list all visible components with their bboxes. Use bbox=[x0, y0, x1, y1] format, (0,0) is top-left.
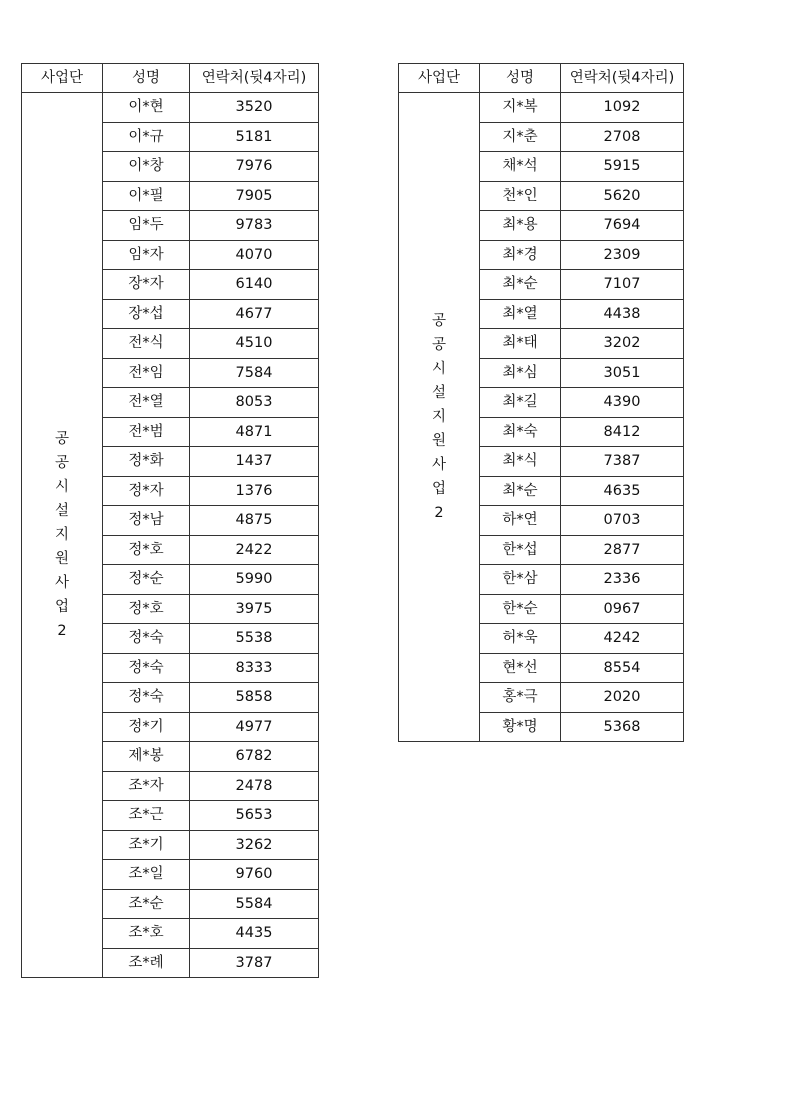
name-cell: 이*현 bbox=[103, 93, 190, 123]
name-cell: 최*숙 bbox=[480, 417, 561, 447]
name-cell: 전*식 bbox=[103, 329, 190, 359]
contact-cell: 4435 bbox=[190, 919, 319, 949]
name-cell: 정*숙 bbox=[103, 624, 190, 654]
right-contact-table bbox=[398, 63, 684, 742]
contact-cell: 7584 bbox=[190, 358, 319, 388]
contact-cell: 3975 bbox=[190, 594, 319, 624]
contact-cell: 5620 bbox=[561, 181, 684, 211]
name-cell: 한*섭 bbox=[480, 535, 561, 565]
name-cell: 홍*극 bbox=[480, 683, 561, 713]
header-contact: 연락처(뒷4자리) bbox=[561, 64, 684, 93]
contact-cell: 2478 bbox=[190, 771, 319, 801]
contact-cell: 2422 bbox=[190, 535, 319, 565]
contact-cell: 7107 bbox=[561, 270, 684, 300]
contact-cell: 2708 bbox=[561, 122, 684, 152]
name-cell: 정*자 bbox=[103, 476, 190, 506]
name-cell: 임*자 bbox=[103, 240, 190, 270]
contact-cell: 6140 bbox=[190, 270, 319, 300]
name-cell: 한*삼 bbox=[480, 565, 561, 595]
contact-cell: 7905 bbox=[190, 181, 319, 211]
name-cell: 정*화 bbox=[103, 447, 190, 477]
name-cell: 조*기 bbox=[103, 830, 190, 860]
name-cell: 최*식 bbox=[480, 447, 561, 477]
division-cell bbox=[22, 93, 103, 978]
name-cell: 임*두 bbox=[103, 211, 190, 241]
contact-cell: 8053 bbox=[190, 388, 319, 418]
contact-cell: 4875 bbox=[190, 506, 319, 536]
name-cell: 채*석 bbox=[480, 152, 561, 182]
table-row bbox=[399, 93, 684, 123]
contact-cell: 5538 bbox=[190, 624, 319, 654]
contact-cell: 4510 bbox=[190, 329, 319, 359]
contact-cell: 5990 bbox=[190, 565, 319, 595]
contact-cell: 5584 bbox=[190, 889, 319, 919]
contact-cell: 8333 bbox=[190, 653, 319, 683]
contact-cell: 4977 bbox=[190, 712, 319, 742]
name-cell: 정*숙 bbox=[103, 683, 190, 713]
name-cell: 조*자 bbox=[103, 771, 190, 801]
name-cell: 최*심 bbox=[480, 358, 561, 388]
name-cell: 장*섭 bbox=[103, 299, 190, 329]
name-cell: 최*태 bbox=[480, 329, 561, 359]
name-cell: 정*숙 bbox=[103, 653, 190, 683]
contact-cell: 5368 bbox=[561, 712, 684, 742]
contact-cell: 1376 bbox=[190, 476, 319, 506]
header-row bbox=[22, 64, 319, 93]
name-cell: 이*창 bbox=[103, 152, 190, 182]
division-cell bbox=[399, 93, 480, 742]
name-cell: 지*춘 bbox=[480, 122, 561, 152]
name-cell: 한*순 bbox=[480, 594, 561, 624]
name-cell: 천*인 bbox=[480, 181, 561, 211]
name-cell: 이*필 bbox=[103, 181, 190, 211]
contact-cell: 9760 bbox=[190, 860, 319, 890]
contact-cell: 8554 bbox=[561, 653, 684, 683]
right-table-body bbox=[399, 93, 684, 742]
header-name: 성명 bbox=[480, 64, 561, 93]
contact-cell: 1092 bbox=[561, 93, 684, 123]
header-contact: 연락처(뒷4자리) bbox=[190, 64, 319, 93]
contact-cell: 2309 bbox=[561, 240, 684, 270]
contact-cell: 6782 bbox=[190, 742, 319, 772]
name-cell: 전*범 bbox=[103, 417, 190, 447]
division-label: 공 공 시 설 지 원 사 업 2 bbox=[54, 431, 69, 639]
name-cell: 최*길 bbox=[480, 388, 561, 418]
contact-cell: 1437 bbox=[190, 447, 319, 477]
header-division: 사업단 bbox=[399, 64, 480, 93]
name-cell: 최*용 bbox=[480, 211, 561, 241]
contact-cell: 0703 bbox=[561, 506, 684, 536]
contact-cell: 3787 bbox=[190, 948, 319, 978]
name-cell: 전*열 bbox=[103, 388, 190, 418]
contact-cell: 4677 bbox=[190, 299, 319, 329]
name-cell: 지*복 bbox=[480, 93, 561, 123]
contact-cell: 4242 bbox=[561, 624, 684, 654]
division-label: 공 공 시 설 지 원 사 업 2 bbox=[431, 313, 446, 521]
name-cell: 정*호 bbox=[103, 594, 190, 624]
name-cell: 조*례 bbox=[103, 948, 190, 978]
contact-cell: 5653 bbox=[190, 801, 319, 831]
contact-cell: 7694 bbox=[561, 211, 684, 241]
contact-cell: 3051 bbox=[561, 358, 684, 388]
contact-cell: 4070 bbox=[190, 240, 319, 270]
name-cell: 허*욱 bbox=[480, 624, 561, 654]
contact-cell: 0967 bbox=[561, 594, 684, 624]
contact-cell: 7976 bbox=[190, 152, 319, 182]
name-cell: 조*호 bbox=[103, 919, 190, 949]
header-name: 성명 bbox=[103, 64, 190, 93]
contact-cell: 3520 bbox=[190, 93, 319, 123]
contact-cell: 2336 bbox=[561, 565, 684, 595]
contact-cell: 5858 bbox=[190, 683, 319, 713]
name-cell: 최*경 bbox=[480, 240, 561, 270]
contact-cell: 5915 bbox=[561, 152, 684, 182]
header-row bbox=[399, 64, 684, 93]
name-cell: 조*일 bbox=[103, 860, 190, 890]
contact-cell: 9783 bbox=[190, 211, 319, 241]
name-cell: 정*남 bbox=[103, 506, 190, 536]
name-cell: 현*선 bbox=[480, 653, 561, 683]
table-row bbox=[22, 93, 319, 123]
name-cell: 정*호 bbox=[103, 535, 190, 565]
left-table-body bbox=[22, 93, 319, 978]
contact-cell: 5181 bbox=[190, 122, 319, 152]
name-cell: 최*순 bbox=[480, 270, 561, 300]
contact-cell: 8412 bbox=[561, 417, 684, 447]
contact-cell: 4390 bbox=[561, 388, 684, 418]
name-cell: 하*연 bbox=[480, 506, 561, 536]
name-cell: 최*순 bbox=[480, 476, 561, 506]
contact-cell: 7387 bbox=[561, 447, 684, 477]
name-cell: 조*근 bbox=[103, 801, 190, 831]
name-cell: 조*순 bbox=[103, 889, 190, 919]
name-cell: 장*자 bbox=[103, 270, 190, 300]
contact-cell: 4635 bbox=[561, 476, 684, 506]
name-cell: 정*기 bbox=[103, 712, 190, 742]
contact-cell: 2020 bbox=[561, 683, 684, 713]
name-cell: 이*규 bbox=[103, 122, 190, 152]
contact-cell: 3202 bbox=[561, 329, 684, 359]
name-cell: 황*명 bbox=[480, 712, 561, 742]
contact-cell: 4438 bbox=[561, 299, 684, 329]
name-cell: 정*순 bbox=[103, 565, 190, 595]
name-cell: 제*봉 bbox=[103, 742, 190, 772]
contact-cell: 3262 bbox=[190, 830, 319, 860]
left-contact-table bbox=[21, 63, 319, 978]
name-cell: 전*임 bbox=[103, 358, 190, 388]
header-division: 사업단 bbox=[22, 64, 103, 93]
contact-cell: 2877 bbox=[561, 535, 684, 565]
contact-cell: 4871 bbox=[190, 417, 319, 447]
name-cell: 최*열 bbox=[480, 299, 561, 329]
